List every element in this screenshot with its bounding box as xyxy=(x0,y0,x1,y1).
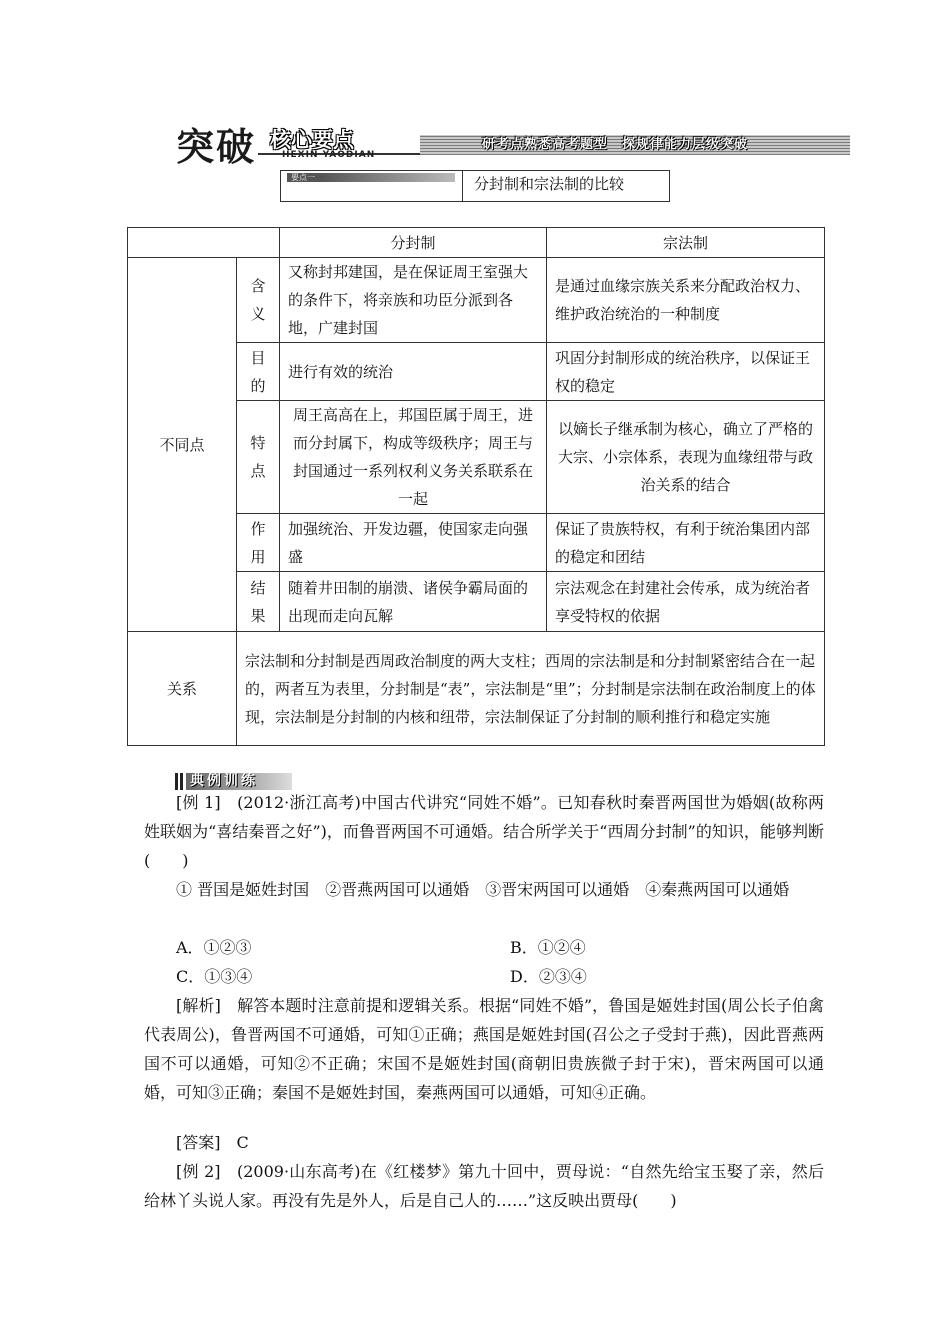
header-zongfa: 宗法制 xyxy=(547,228,825,258)
option-d: D．②③④ xyxy=(510,967,587,986)
topic-divider xyxy=(462,170,463,202)
table-row xyxy=(128,258,825,343)
cell-fengjian: 加强统治、开发边疆，使国家走向强盛 xyxy=(280,514,547,572)
section-tag-label: 典例训练 xyxy=(190,773,258,789)
dim-label xyxy=(237,514,280,572)
dim-label xyxy=(237,258,280,343)
dim-text: 目 的 xyxy=(250,348,266,395)
table-row-relation xyxy=(128,632,825,746)
example-1-analysis: [解析] 解答本题时注意前提和逻辑关系。根据“同姓不婚”，鲁国是姬姓封国(周公长子伯禽代表周公)，鲁晋两国不可通婚，可知①正确；燕国是姬姓封国(召公之子受封于燕)，因此晋燕两国不可以通婚，可知②不正确；宋国不是姬姓封国(商朝旧贵族微子封于宋)，晋宋两国可以通婚，可知③正确；秦国不是姬姓封国，秦燕两国可以通婚，可知④正确。 xyxy=(144,996,824,1102)
banner-pinyin: HEXIN YAODIAN xyxy=(282,150,376,160)
example-1-statements: ① 晋国是姬姓封国 ②晋燕两国可以通婚 ③晋宋两国可以通婚 ④秦燕两国可以通婚 xyxy=(176,880,790,899)
cell-zongfa: 宗法观念在封建社会传承，成为统治者享受特权的依据 xyxy=(547,572,825,632)
option-a: A．①②③ xyxy=(176,938,252,957)
dim-label xyxy=(237,343,280,401)
table-header-row xyxy=(128,228,825,258)
dim-text: 作 用 xyxy=(250,519,266,566)
relation-label: 关系 xyxy=(128,632,237,746)
example-1-stem: [例 1] (2012·浙江高考)中国古代讲究“同姓不婚”。已知春秋时秦晋两国世为婚姻(故称两姓联姻为“喜结秦晋之好”)，而鲁晋两国不可通婚。结合所学关于“西周分封制”的知识，能够判断( ) xyxy=(144,793,824,870)
cell-fengjian: 周王高高在上，邦国臣属于周王，进而分封属下，构成等级秩序；周王与封国通过一系列权利义务关系联系在一起 xyxy=(280,401,547,514)
table-corner-cell xyxy=(128,228,280,258)
cell-zongfa: 保证了贵族特权，有利于统治集团内部的稳定和团结 xyxy=(547,514,825,572)
cell-zongfa: 巩固分封制形成的统治秩序，以保证王权的稳定 xyxy=(547,343,825,401)
dim-label xyxy=(237,401,280,514)
topic-tag-label: 要点一 xyxy=(291,173,315,182)
dim-text: 含 义 xyxy=(250,277,266,323)
cell-fengjian: 又称封邦建国，是在保证周王室强大的条件下，将亲族和功臣分派到各地，广建封国 xyxy=(280,258,547,343)
header-fengjian: 分封制 xyxy=(280,228,547,258)
dim-label xyxy=(237,572,280,632)
dim-text: 结 果 xyxy=(250,578,266,625)
example-1-answer: [答案] C xyxy=(176,1133,249,1152)
topic-title: 分封制和宗法制的比较 xyxy=(474,175,625,193)
banner-title: 突破 xyxy=(176,124,257,169)
dim-text: 特 点 xyxy=(250,434,266,480)
banner-subtitle: 核心要点 xyxy=(270,127,354,152)
group-label-differences: 不同点 xyxy=(128,258,237,632)
option-b: B．①②④ xyxy=(510,938,586,957)
cell-fengjian: 随着井田制的崩溃、诸侯争霸局面的出现而走向瓦解 xyxy=(280,572,547,632)
relation-text: 宗法制和分封制是西周政治制度的两大支柱；西周的宗法制是和分封制紧密结合在一起的，两者互为表里，分封制是“表”，宗法制是“里”；分封制是宗法制在政治制度上的体现，宗法制是分封制的内核和纽带，宗法制保证了分封制的顺利推行和稳定实施 xyxy=(237,632,825,746)
cell-zongfa: 以嫡长子继承制为核心，确立了严格的大宗、小宗体系，表现为血缘纽带与政治关系的结合 xyxy=(547,401,825,514)
cell-fengjian: 进行有效的统治 xyxy=(280,343,547,401)
cell-zongfa: 是通过血缘宗族关系来分配政治权力、维护政治统治的一种制度 xyxy=(547,258,825,343)
example-2-stem: [例 2] (2009·山东高考)在《红楼梦》第九十回中，贾母说：“自然先给宝玉娶了亲，然后给林丫头说人家。再没有先是外人，后是自己人的……”这反映出贾母( ) xyxy=(144,1162,824,1210)
banner-tagline: 研考点熟悉高考题型 探规律能力层级突破 xyxy=(482,137,749,152)
comparison-table xyxy=(127,227,825,746)
option-c: C．①③④ xyxy=(176,967,253,986)
